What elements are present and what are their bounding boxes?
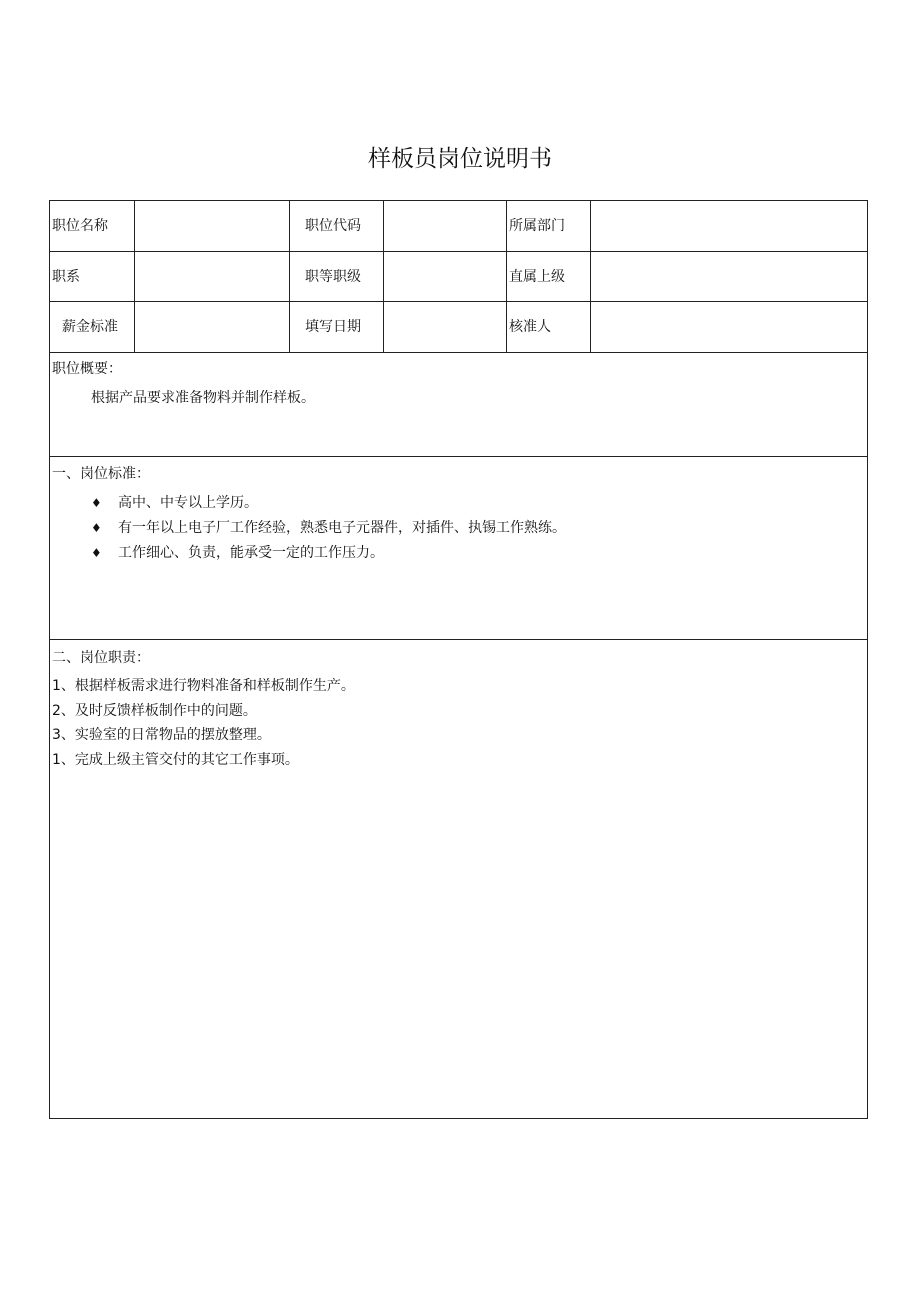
duty-item: 1、完成上级主管交付的其它工作事项。 [52,752,299,768]
standard-item: 有一年以上电子厂工作经验，熟悉电子元器件，对插件、执锡工作熟练。 [118,520,566,536]
column-divider [506,200,507,352]
job-description-table [49,200,868,1119]
column-divider [134,200,135,352]
duties-heading: 二、岗位职责： [52,650,150,666]
column-divider [590,200,591,352]
standard-item: 高中、中专以上学历。 [118,495,258,511]
diamond-bullet-icon: ♦ [91,546,102,560]
duty-item: 1、根据样板需求进行物料准备和样板制作生产。 [52,678,355,694]
row-divider [49,251,868,252]
summary-text: 根据产品要求准备物料并制作样板。 [91,390,315,406]
section-divider [49,456,868,457]
label-job-grade: 职等职级 [305,269,361,285]
label-department: 所属部门 [509,218,565,234]
column-divider [289,200,290,352]
standard-item: 工作细心、负责，能承受一定的工作压力。 [118,545,384,561]
label-direct-supervisor: 直属上级 [509,269,565,285]
label-job-family: 职系 [52,269,80,285]
label-position-name: 职位名称 [52,218,108,234]
row-divider [49,352,868,353]
duty-item: 3、实验室的日常物品的摆放整理。 [52,727,271,743]
label-salary-standard: 薪金标准 [62,319,118,335]
diamond-bullet-icon: ♦ [91,521,102,535]
label-position-code: 职位代码 [305,218,361,234]
summary-heading: 职位概要： [52,361,122,377]
section-divider [49,639,868,640]
label-approver: 核准人 [509,319,551,335]
column-divider [383,200,384,352]
row-divider [49,301,868,302]
diamond-bullet-icon: ♦ [91,496,102,510]
standards-heading: 一、岗位标准： [52,466,150,482]
page-title: 样板员岗位说明书 [368,146,552,172]
duty-item: 2、及时反馈样板制作中的问题。 [52,703,257,719]
label-fill-date: 填写日期 [305,319,361,335]
